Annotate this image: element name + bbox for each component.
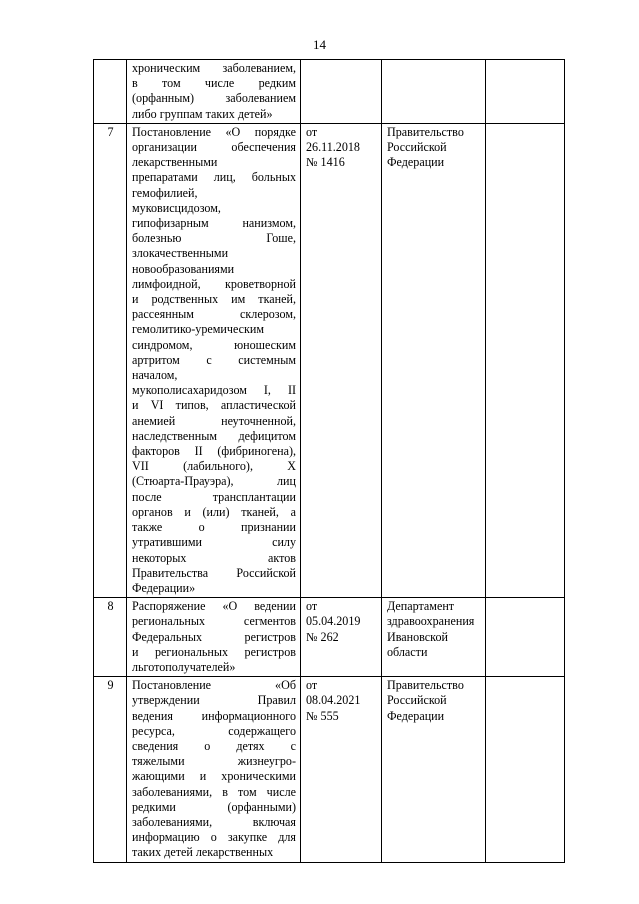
issuing-authority-line: Правительство xyxy=(387,678,464,693)
issuing-authority-line: Российской xyxy=(387,140,447,155)
issuing-authority-line: здравоохранения xyxy=(387,614,475,629)
document-name-line: мукополисахаридозом I, II xyxy=(132,383,296,398)
document-date xyxy=(301,60,382,124)
table-body xyxy=(94,60,565,863)
table-row xyxy=(94,677,565,862)
document-name-line: гемолитико-уремическим xyxy=(132,322,265,337)
document-name-line: факторов II (фибриногена), xyxy=(132,444,296,459)
document-name-line: VII (лабильного), X xyxy=(132,459,296,474)
document-name xyxy=(127,677,301,862)
document-name-line: сведения о детях с xyxy=(132,738,296,753)
document-date-line: № 262 xyxy=(306,629,339,644)
document-name-line: органов и (или) тканей, а xyxy=(132,504,296,519)
document-date-line: № 555 xyxy=(306,708,339,723)
document-name-line: жающими и хроническими xyxy=(132,769,296,784)
issuing-authority xyxy=(382,123,486,597)
document-date-line: № 1416 xyxy=(306,155,345,170)
document-name-line: тяжелыми жизнеугро- xyxy=(132,754,296,769)
document-date-line: 05.04.2019 xyxy=(306,614,361,629)
issuing-authority-line: Правительство xyxy=(387,124,464,139)
document-name-line: после трансплантации xyxy=(132,489,296,504)
document-name-line: Федеральных регистров xyxy=(132,629,296,644)
document-name-line: препаратами лиц, больных xyxy=(132,170,296,185)
document-name-line: ресурса, содержащего xyxy=(132,723,296,738)
document-name-line: информацию о закупке для xyxy=(132,830,296,845)
document-date-line: от xyxy=(306,678,318,693)
document-name-line: редкими (орфанными) xyxy=(132,799,296,814)
document-name-line: гипофизарным нанизмом, xyxy=(132,216,296,231)
document-name-line: Постановление «О порядке xyxy=(132,124,296,139)
document-name xyxy=(127,60,301,124)
document-date xyxy=(301,123,382,597)
issuing-authority xyxy=(382,60,486,124)
document-name-line: началом, xyxy=(132,368,178,383)
document-name-line: Распоряжение «О ведении xyxy=(132,599,296,614)
document-name-line: в том числе редким xyxy=(132,76,296,91)
row-number: 9 xyxy=(94,677,127,862)
document-name-line: (Стюарта-Прауэра), лиц xyxy=(132,474,296,489)
issuing-authority-line: Российской xyxy=(387,693,447,708)
issuing-authority-line: Федерации xyxy=(387,155,445,170)
issuing-authority-line: области xyxy=(387,644,428,659)
table-row xyxy=(94,123,565,597)
document-name-line: злокачественными xyxy=(132,246,229,261)
document-name-line: болезнью Гоше, xyxy=(132,231,296,246)
issuing-authority-line: Департамент xyxy=(387,599,455,614)
document-name-line: лимфоидной, кроветворной xyxy=(132,276,296,291)
issuing-authority-line: Ивановской xyxy=(387,629,448,644)
document-name-line: муковисцидозом, xyxy=(132,200,221,215)
document-date xyxy=(301,598,382,677)
empty-cell xyxy=(486,123,565,597)
row-number xyxy=(94,60,127,124)
document-name-line: также о признании xyxy=(132,520,296,535)
document-name-line: Постановление «Об xyxy=(132,678,296,693)
document-name-line: и VI типов, апластической xyxy=(132,398,296,413)
document-name-line: артритом с системным xyxy=(132,352,296,367)
document-name-line: таких детей лекарственных xyxy=(132,845,274,860)
table-row xyxy=(94,598,565,677)
document-name xyxy=(127,123,301,597)
document-name-line: хроническим заболеванием, xyxy=(132,61,296,75)
document-name-line: синдромом, юношеским xyxy=(132,337,296,352)
empty-cell xyxy=(486,677,565,862)
document-name-line: анемией неуточненной, xyxy=(132,413,296,428)
document-name-line: наследственным дефицитом xyxy=(132,428,296,443)
empty-cell xyxy=(486,60,565,124)
document-name-line: либо группам таких детей» xyxy=(132,106,273,121)
document-name-line: льготополучателей» xyxy=(132,659,236,674)
issuing-authority xyxy=(382,677,486,862)
row-number: 8 xyxy=(94,598,127,677)
document-date xyxy=(301,677,382,862)
row-number: 7 xyxy=(94,123,127,597)
document-name-line: лекарственными xyxy=(132,155,218,170)
document-name-line: Правительства Российской xyxy=(132,565,296,580)
table-row xyxy=(94,60,565,124)
issuing-authority-line: Федерации xyxy=(387,708,445,723)
document-date-line: 08.04.2021 xyxy=(306,693,361,708)
document-name-line: утратившими силу xyxy=(132,535,296,550)
document-name-line: организации обеспечения xyxy=(132,140,296,155)
document-name-line: некоторых актов xyxy=(132,550,296,565)
document-name xyxy=(127,598,301,677)
document-name-line: Федерации» xyxy=(132,580,196,595)
document-name-line: (орфанным) заболеванием xyxy=(132,91,296,106)
document-name-line: ведения информационного xyxy=(132,708,296,723)
document-name-line: утверждении Правил xyxy=(132,693,296,708)
document-name-line: рассеянным склерозом, xyxy=(132,307,296,322)
document-name-line: заболеваниями, включая xyxy=(132,814,296,829)
document-name-line: и региональных регистров xyxy=(132,644,296,659)
document-name-line: гемофилией, xyxy=(132,185,198,200)
document-name-line: и родственных им тканей, xyxy=(132,292,296,307)
document-name-line: новообразованиями xyxy=(132,261,235,276)
documents-table xyxy=(93,59,565,863)
empty-cell xyxy=(486,598,565,677)
document-name-line: региональных сегментов xyxy=(132,614,296,629)
document-date-line: от xyxy=(306,599,318,614)
document-date-line: от xyxy=(306,124,318,139)
page-number: 14 xyxy=(313,37,326,52)
document-date-line: 26.11.2018 xyxy=(306,140,360,155)
issuing-authority xyxy=(382,598,486,677)
document-name-line: заболеваниями, в том числе xyxy=(132,784,296,799)
